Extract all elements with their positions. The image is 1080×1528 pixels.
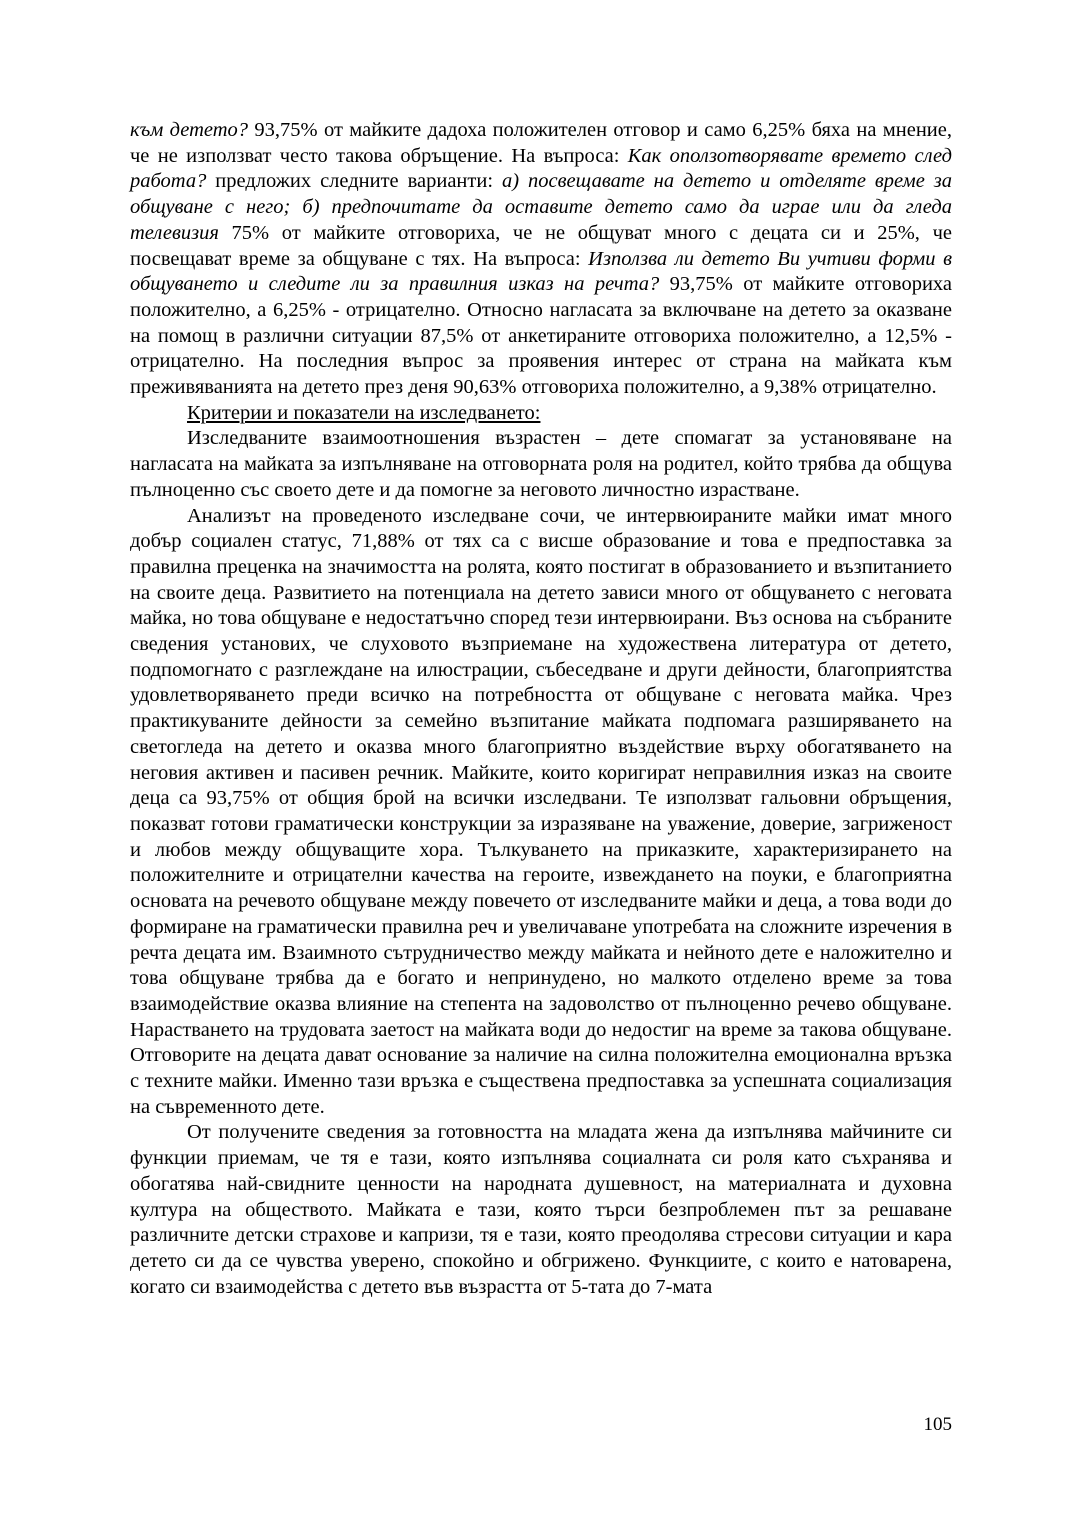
text-segment: 93,75% от майките отговориха положително, а 6,25% - отрицателно. Относно нагласата за включване на детето за оказване на помощ в различни ситуации 87,5% от анкетираните отговориха положително, а 12,5% - отрицателно. На последния въпрос за проявения интерес от страна на майката към преживяванията на детето през деня 90,63% отговориха положително, а 9,38% отрицателно.: [130, 273, 952, 399]
text-segment: Използва ли детето Ви учтиви форми в общуването и следите ли за правилния изказ на речта?: [130, 247, 952, 296]
text-segment: Анализът на проведеното изследване сочи, че интервюираните майки имат много добър социален статус, 71,88% от тях са с висше образование и това е предпоставка за правилна преценка на значимостта на ролята, която постигат в образованието и възпитанието на своите деца. Развитието на потенциала на детето зависи много от общуването с неговата майка, но това общуване е недостатъчно според тези интервюирани. Въз основа на събраните сведения установих, че слуховото възприемане на художествена литература от детето, подпомогнато с разглеждане на илюстрации, събеседване и други дейности, благоприятства удовлетворяването преди всичко на потребността от общуване с неговата майка. Чрез практикуваните дейности за семейно възпитание майката подпомага разширяването на светогледа на детето и оказва много благоприятно въздействие върху обогатяването на неговия активен и пасивен речник. Майките, които коригират неправилния изказ на своите деца са 93,75% от общия брой на всички изследвани. Те използват гальовни обръщения, показват готови граматически конструкции за изразяване на уважение, доверие, загриженост и любов между общуващите хора. Тълкуването на приказките, характеризирането на положителните и отрицателни качества на героите, извеждането на поуки, е благоприятна основата на речевото общуване между повечето от изследваните майки и деца, а това води до формиране на граматически правилна реч и увеличаване употребата на сложните изречения в речта децата им. Взаимното сътрудничество между майката и нейното дете е наложително и това общуване трябва да е богато и непринудено, но малкото отделено време за това взаимодействие оказва влияние на степента на задоволство от пълноценно речево общуване. Нарастването на трудовата заетост на майката води до недостиг на време за такова общуване. Отговорите на децата дават основание за наличие на силна положителна емоционална връзка с техните майки. Именно тази връзка е съществена предпоставка за успешната социализация на съвременното дете.: [130, 504, 952, 1118]
text-segment: 75% от майките отговориха, че не общуват много с децата си и 25%, че посвещават време за общуване с тях. На въпроса:: [130, 221, 952, 270]
paragraph: [130, 504, 952, 1121]
text-segment: Как оползотворявате времето след работа?: [130, 144, 952, 193]
text-segment: Критерии и показатели на изследването:: [187, 401, 541, 424]
paragraph: [130, 426, 952, 503]
document-body: [130, 118, 952, 1300]
paragraph: [130, 118, 952, 401]
text-segment: Изследваните взаимоотношения възрастен – дете спомагат за установяване на нагласата на майката за изпълняване на отговорната роля на родител, който трябва да общува пълноценно със своето дете и да помогне за неговото личностно израстване.: [130, 427, 952, 501]
text-segment: предложих следните варианти:: [215, 170, 502, 193]
text-segment: От получените сведения за готовността на младата жена да изпълнява майчините си функции приемам, че тя е тази, която изпълнява социалната си роля като съхранява и обогатява най-свидните ценности на народната душевност, на материалната и духовна култура на обществото. Майката е тази, която търси безпроблемен път за решаване различните детски страхове и капризи, тя е тази, която преодолява стресови ситуации и кара детето си да се чувства уверено, спокойно и обгрижено. Функциите, с които е натоварена, когато си взаимодейства с детето във възрастта от 5-тата до 7-мата: [130, 1121, 952, 1298]
text-segment: към детето?: [130, 119, 255, 141]
text-segment: а) посвещавате на детето и отделяте време за общуване с него; б) предпочитате да оставите детето само да играе или да гледа телевизия: [130, 170, 952, 244]
paragraph: [130, 1120, 952, 1300]
page-number: 105: [923, 1414, 952, 1435]
text-segment: 93,75% от майките дадоха положителен отговор и само 6,25% бяха на мнение, че не използват често такова обръщение. На въпроса:: [130, 119, 952, 167]
section-heading: [130, 401, 952, 427]
